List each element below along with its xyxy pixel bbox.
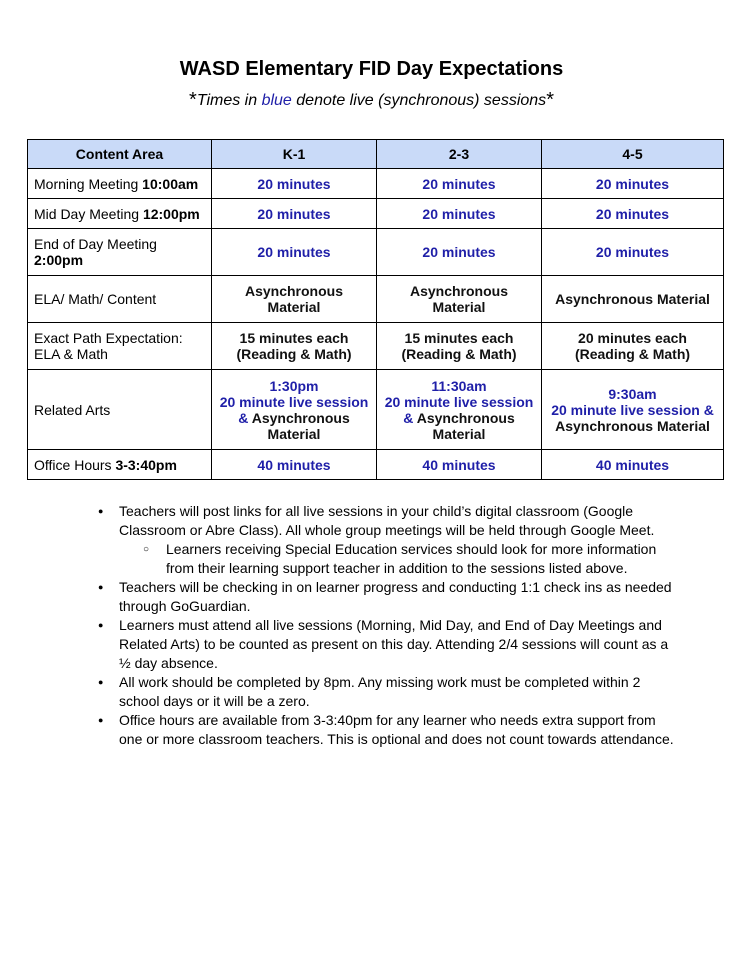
list-item-text: Teachers will post links for all live sessions in your child’s digital classroom (Google Classroom or Abre Class). All whole group meetings will be held through Google Meet. [119, 503, 655, 538]
row-label [28, 450, 212, 480]
table-cell [542, 323, 724, 370]
cell-async: Asynchronous [251, 409, 350, 426]
cell-line: Asynchronous [244, 283, 343, 299]
row-label-time: 12:00pm [142, 205, 200, 222]
table-cell [377, 370, 542, 450]
list-item [98, 502, 678, 578]
cell-live-session: 20 minute live session [219, 393, 369, 410]
row-label [28, 323, 212, 370]
header-2-3: 2-3 [377, 140, 542, 169]
table-cell: 20 minutes [542, 169, 724, 199]
row-label [28, 229, 212, 276]
header-content-area: Content Area [28, 140, 212, 169]
row-label: ELA/ Math/ Content [28, 276, 212, 323]
list-item: ● All work should be completed by 8pm. Any missing work must be completed within 2 school days or it will be a zero. [98, 673, 678, 711]
table-cell [377, 276, 542, 323]
row-label: Related Arts [28, 370, 212, 450]
subtitle-blue-word: blue [261, 92, 292, 109]
cell-time: 11:30am [431, 377, 487, 394]
cell-line: Material [267, 299, 321, 315]
header-k-1: K-1 [212, 140, 377, 169]
table-row [28, 370, 724, 450]
table-cell [212, 370, 377, 450]
list-item: ● Teachers will be checking in on learner progress and conducting 1:1 check ins as needed through GoGuardian. [98, 578, 678, 616]
row-label-text: Exact Path Expectation: [34, 330, 183, 346]
table-cell [542, 370, 724, 450]
table-row [28, 276, 724, 323]
subtitle-star-left: * [189, 89, 197, 111]
table-row [28, 323, 724, 370]
cell-async: Material [267, 425, 321, 442]
table-cell: 40 minutes [212, 450, 377, 480]
page-subtitle [0, 88, 743, 111]
row-label-time: 3-3:40pm [115, 456, 177, 473]
table-cell: 20 minutes [212, 229, 377, 276]
table-cell: Asynchronous Material [542, 276, 724, 323]
cell-line: 15 minutes each [239, 330, 349, 346]
subtitle-star-right: * [546, 89, 554, 111]
schedule-table [27, 139, 724, 480]
table-cell: 20 minutes [212, 199, 377, 229]
list-item: ● Learners must attend all live sessions (Morning, Mid Day, and End of Day Meetings and Related Arts) to be counted as present on this day. Attending 2/4 sessions will count as a ½ day absence. [98, 616, 678, 673]
row-label-text: Office Hours [34, 456, 116, 473]
row-label [28, 199, 212, 229]
table-cell: 20 minutes [377, 169, 542, 199]
page-title: WASD Elementary FID Day Expectations [179, 58, 564, 80]
cell-line: 15 minutes each [404, 330, 514, 346]
table-row [28, 229, 724, 276]
subtitle-text-pre: Times in [196, 92, 262, 109]
table-cell: 40 minutes [377, 450, 542, 480]
row-label-text: ELA & Math [34, 346, 108, 362]
table-cell [212, 276, 377, 323]
cell-ampersand: & [238, 409, 249, 426]
header-4-5: 4-5 [542, 140, 724, 169]
cell-line: Asynchronous [409, 283, 508, 299]
row-label-time: 2:00pm [34, 252, 84, 268]
table-cell: 20 minutes [377, 229, 542, 276]
row-label-text: End of Day Meeting [34, 236, 157, 252]
subtitle-text-post: denote live (synchronous) sessions [291, 92, 547, 109]
table-cell: 40 minutes [542, 450, 724, 480]
table-cell [377, 323, 542, 370]
list-item: ● Office hours are available from 3-3:40pm for any learner who needs extra support from one or more classroom teachers. This is optional and does not count towards attendance. [98, 711, 678, 749]
cell-line: Material [432, 299, 486, 315]
cell-async: Material [432, 425, 486, 442]
row-label-text: Morning Meeting [34, 175, 143, 192]
table-row [28, 199, 724, 229]
sub-list-item: ○ Learners receiving Special Education services should look for more information from their learning support teacher in addition to the sessions listed above. [119, 540, 678, 578]
cell-live-session: 20 minute live session [384, 393, 534, 410]
cell-async: Asynchronous Material [555, 417, 710, 434]
table-row [28, 169, 724, 199]
table-cell: 20 minutes [542, 229, 724, 276]
table-row [28, 450, 724, 480]
cell-time: 1:30pm [269, 377, 319, 394]
table-cell [212, 323, 377, 370]
sub-list [119, 540, 678, 578]
cell-ampersand: & [403, 409, 414, 426]
table-cell: 20 minutes [377, 199, 542, 229]
row-label-text: Mid Day Meeting [34, 205, 143, 222]
row-label-time: 10:00am [142, 175, 199, 192]
cell-live-session: 20 minute live session & [551, 401, 714, 418]
table-cell: 20 minutes [212, 169, 377, 199]
cell-time: 9:30am [608, 385, 657, 402]
row-label [28, 169, 212, 199]
cell-line: (Reading & Math) [401, 346, 517, 362]
table-header-row [28, 140, 724, 169]
cell-line: 20 minutes each [578, 330, 687, 346]
notes-list [98, 502, 678, 749]
table-cell: 20 minutes [542, 199, 724, 229]
cell-line: (Reading & Math) [236, 346, 352, 362]
cell-async: Asynchronous [416, 409, 515, 426]
cell-line: (Reading & Math) [574, 346, 691, 362]
